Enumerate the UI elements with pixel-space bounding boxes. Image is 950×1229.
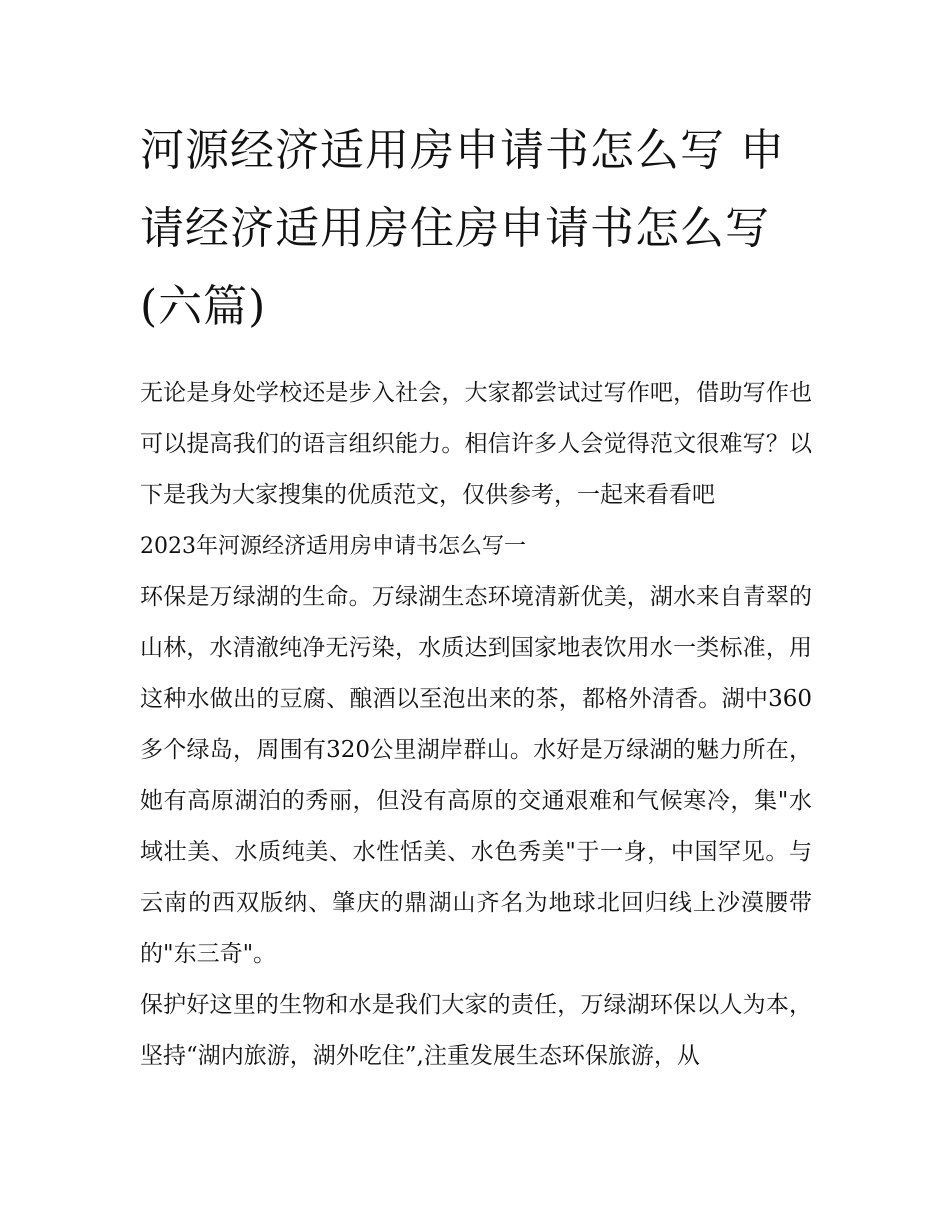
body-paragraph-1: 环保是万绿湖的生命。万绿湖生态环境清新优美，湖水来自青翠的山林，水清澈纯净无污染，水质达到国家地表饮用水一类标准，用这种水做出的豆腐、酿酒以至泡出来的茶，都格外清香。湖中360多个绿岛，周围有320公里湖岸群山。水好是万绿湖的魅力所在，她有高原湖泊的秀丽，但没有高原的交通艰难和气候寒冷，集"水域壮美、水质纯美、水性恬美、水色秀美"于一身，中国罕见。与云南的西双版纳、肇庆的鼎湖山齐名为地球北回归线上沙漠腰带的"东三奇"。 [140, 584, 812, 967]
document-title: 河源经济适用房申请书怎么写 申请经济适用房住房申请书怎么写(六篇) [140, 125, 785, 332]
intro-paragraph: 无论是身处学校还是步入社会，大家都尝试过写作吧，借助写作也可以提高我们的语言组织能力。相信许多人会觉得范文很难写？以下是我为大家搜集的优质范文，仅供参考，一起来看看吧 [140, 380, 812, 508]
body-paragraph-2: 保护好这里的生物和水是我们大家的责任，万绿湖环保以人为本，坚持“湖内旅游，湖外吃住”,注重发展生态环保旅游，从 [140, 992, 812, 1069]
document-page [140, 112, 812, 1082]
section-heading: 2023年河源经济适用房申请书怎么写一 [140, 534, 526, 559]
